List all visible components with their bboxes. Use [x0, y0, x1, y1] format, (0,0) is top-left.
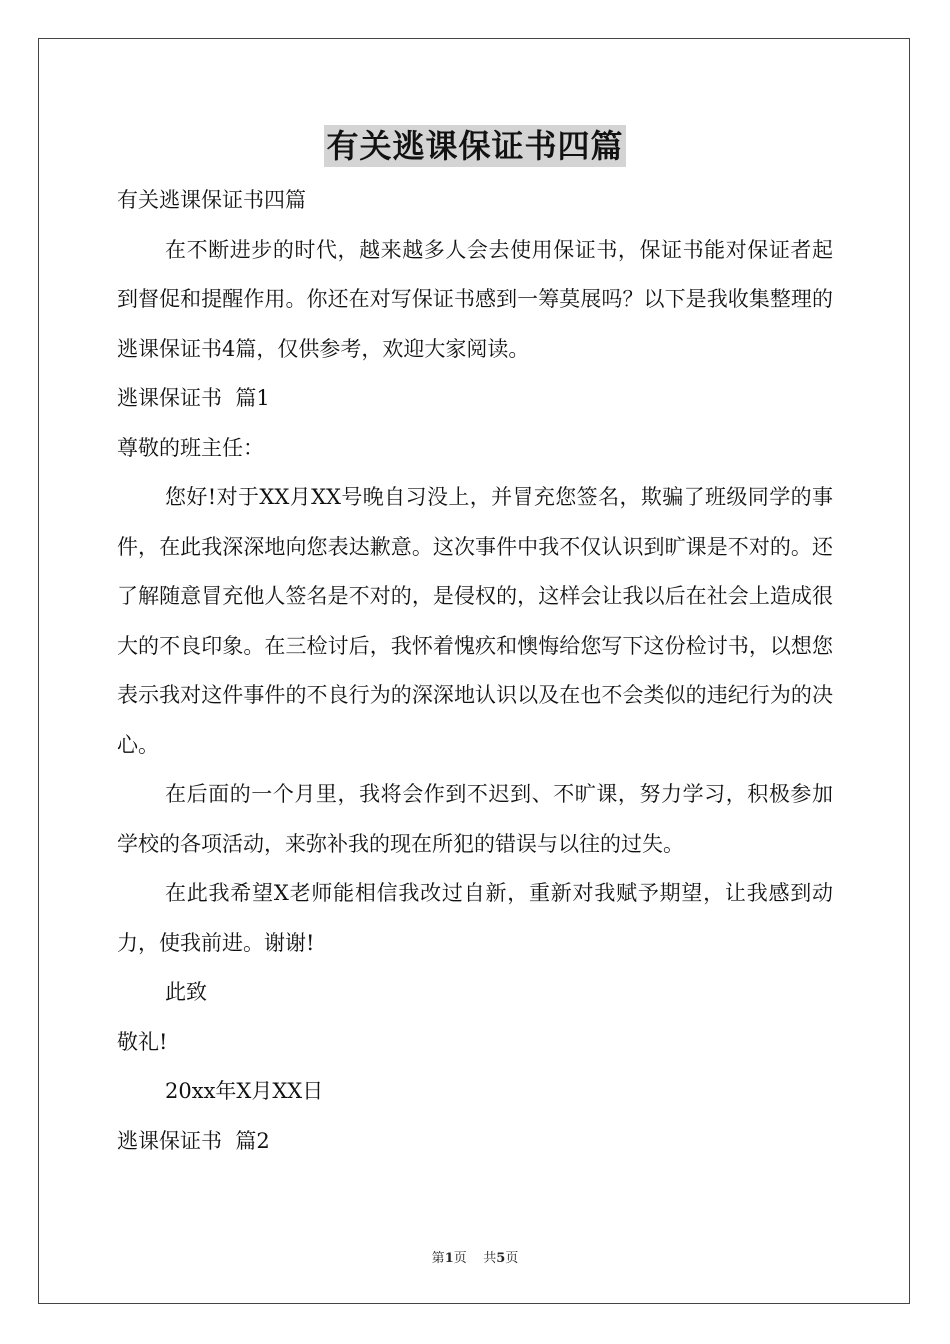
footer-page-number: 1 [444, 1251, 454, 1266]
closing-line-1: 此致 [165, 980, 207, 1004]
footer-total-pages: 5 [496, 1251, 506, 1266]
document-title: 有关逃课保证书四篇 [326, 127, 624, 165]
title-container [0, 125, 950, 167]
subtitle: 有关逃课保证书四篇 [117, 188, 306, 212]
footer-page-mid: 页 共 [453, 1251, 497, 1266]
salutation: 尊敬的班主任： [117, 435, 264, 460]
intro-paragraph: 在不断进步的时代，越来越多人会去使用保证书，保证书能对保证者起到督促和提醒作用。你还在对写保证书感到一筹莫展吗？以下是我收集整理的逃课保证书4篇，仅供参考，欢迎大家阅读。 [117, 237, 833, 361]
letter-paragraph-2: 在后面的一个月里，我将会作到不迟到、不旷课，努力学习，积极参加学校的各项活动，来弥补我的现在所犯的错误与以往的过失。 [117, 782, 833, 856]
letter-paragraph-1: 您好!对于XX月XX号晚自习没上，并冒充您签名，欺骗了班级同学的事件，在此我深深地向您表达歉意。这次事件中我不仅认识到旷课是不对的。还了解随意冒充他人签名是不对的，是侵权的，这样会让我以后在社会上造成很大的不良印象。在三检讨后，我怀着愧疚和懊悔给您写下这份检讨书，以想您表示我对这件事件的不良行为的深深地认识以及在也不会类似的违纪行为的决心。 [117, 485, 833, 757]
letter-paragraph-3: 在此我希望X老师能相信我改过自新，重新对我赋予期望，让我感到动力，使我前进。谢谢! [117, 881, 833, 955]
document-body [117, 176, 833, 1166]
footer-page-prefix: 第 [431, 1251, 445, 1266]
section-heading-2: 逃课保证书 篇2 [117, 1128, 270, 1153]
page-footer [0, 1247, 950, 1266]
section-heading-1: 逃课保证书 篇1 [117, 386, 270, 410]
closing-line-2: 敬礼! [117, 1029, 168, 1054]
footer-page-suffix: 页 [505, 1251, 519, 1266]
letter-date: 20xx年X月XX日 [165, 1079, 324, 1103]
